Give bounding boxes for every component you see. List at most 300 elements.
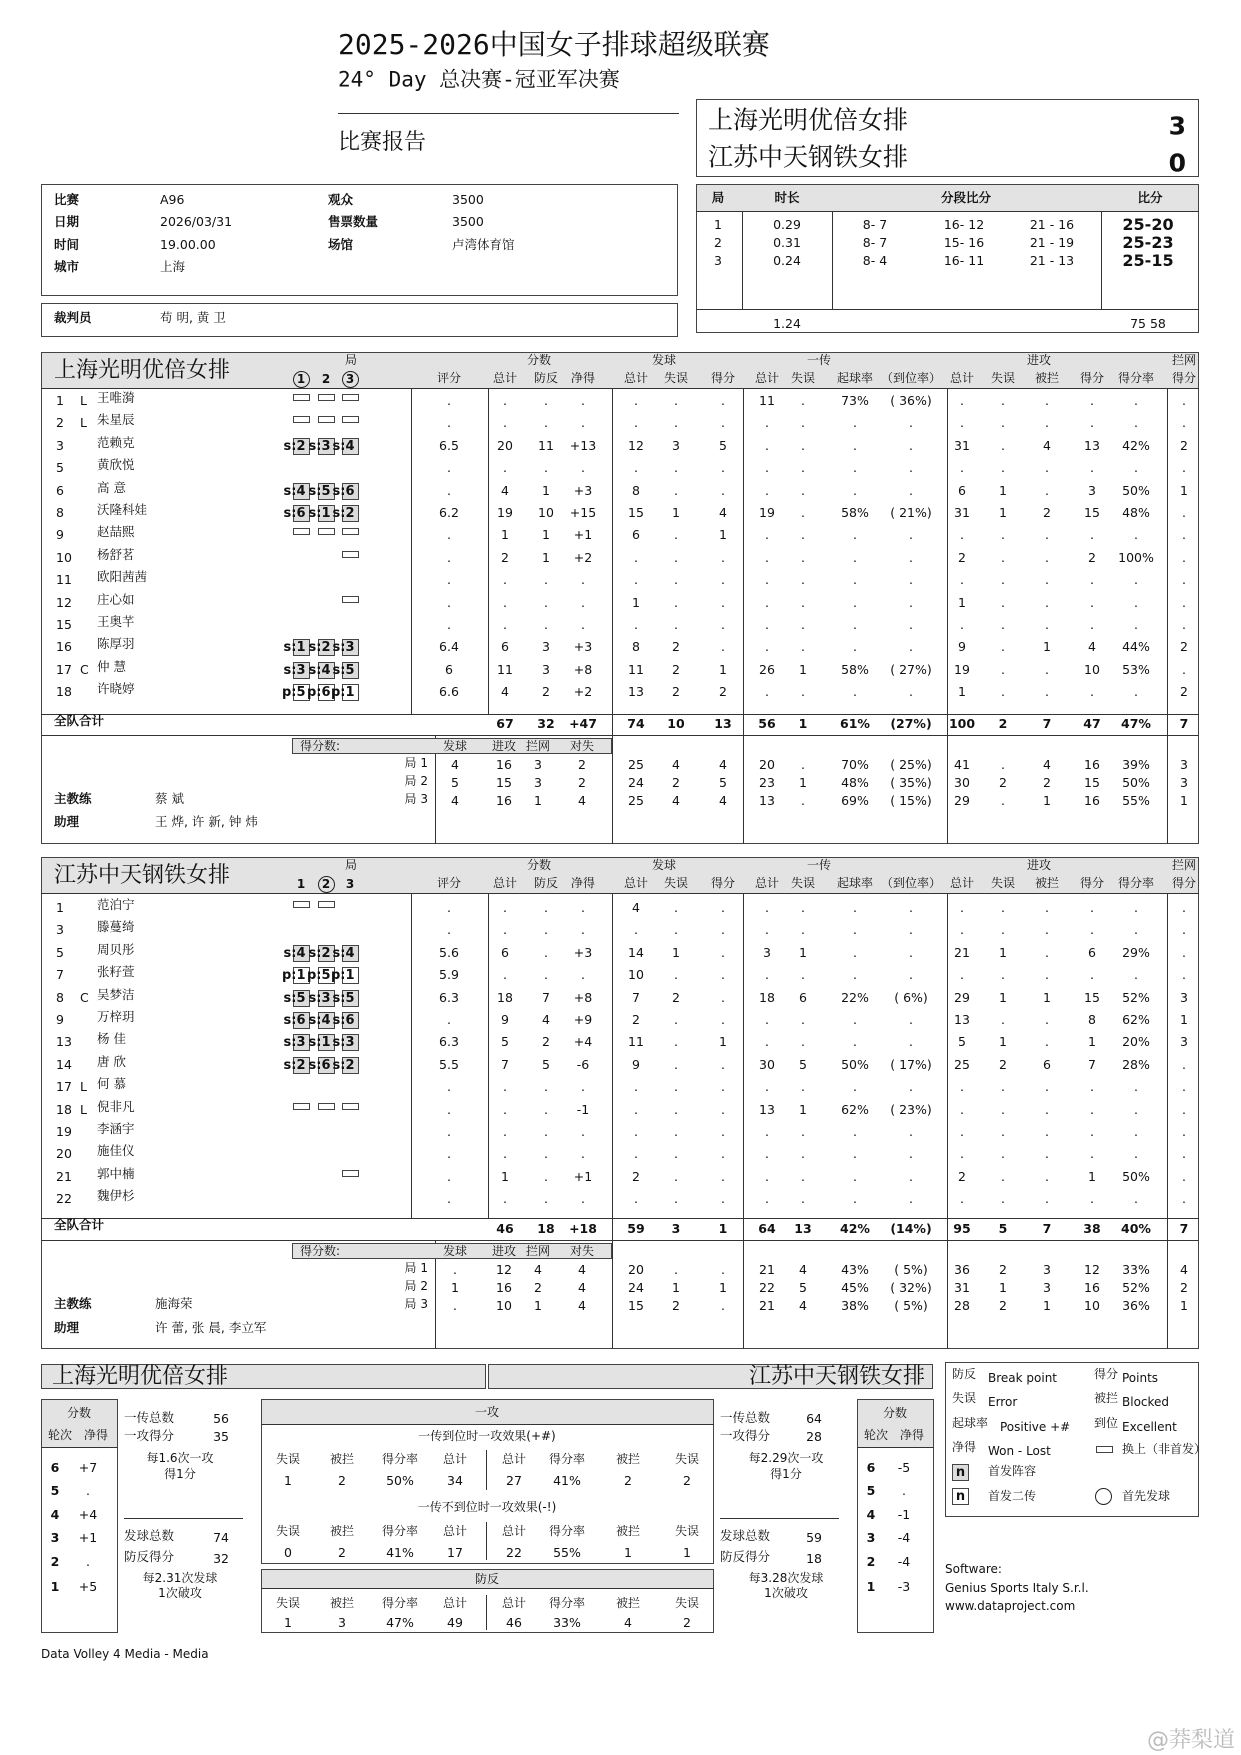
set-stat-value: 41	[954, 756, 970, 772]
info-label: 时间	[54, 236, 80, 252]
column-divider	[947, 388, 948, 844]
player-stat: .	[1045, 549, 1049, 565]
set-breakdown-value: 2	[534, 1279, 542, 1295]
player-stat: .	[447, 549, 451, 565]
column-divider	[411, 388, 412, 714]
player-stat: .	[503, 459, 507, 475]
player-stat: 18	[497, 989, 513, 1005]
player-stat: .	[765, 1146, 769, 1162]
player-stat: .	[909, 1034, 913, 1050]
match-subtitle: 24° Day 总决赛-冠亚军决赛	[338, 67, 620, 92]
column-header: 得分率	[1117, 876, 1155, 890]
starting-position-box	[332, 662, 359, 679]
player-stat: .	[1090, 899, 1094, 915]
player-stat: 5.5	[439, 1056, 459, 1072]
column-header: 防反	[533, 371, 559, 385]
software-company: Genius Sports Italy S.r.l.	[945, 1581, 1089, 1595]
player-stat: .	[1182, 1056, 1186, 1072]
column-header: 评分	[436, 876, 462, 890]
player-stat: .	[1182, 661, 1186, 677]
rotation-number: 6	[50, 1459, 60, 1475]
player-stat: .	[544, 459, 548, 475]
set-stat-value: 55%	[1122, 792, 1150, 808]
player-stat: .	[909, 1011, 913, 1027]
set-column-label: 局	[344, 353, 358, 367]
player-stat: .	[721, 639, 725, 655]
player-number: 18	[56, 1101, 72, 1117]
player-stat: .	[1045, 1190, 1049, 1206]
player-stat: 19	[759, 504, 775, 520]
team-total-stat: 42%	[840, 1220, 870, 1236]
column-divider	[612, 388, 613, 844]
player-stat: .	[634, 1146, 638, 1162]
player-stat: .	[909, 683, 913, 699]
sideout-negative-value: 22	[506, 1544, 522, 1560]
player-stat: .	[634, 616, 638, 632]
legend-term: 得分	[1094, 1367, 1119, 1381]
row-divider	[261, 1424, 714, 1425]
player-stat: 13	[1084, 437, 1100, 453]
column-header: （到位率）	[880, 371, 942, 385]
sideout-ratio-note: 每2.29次一攻	[748, 1451, 824, 1465]
set-stat-value: 4	[719, 756, 727, 772]
player-stat: .	[853, 1168, 857, 1184]
player-stat: .	[634, 459, 638, 475]
serve-total-value: 59	[806, 1529, 822, 1545]
player-name: 仲 慧	[97, 658, 126, 674]
player-stat: .	[721, 1078, 725, 1094]
column-divider	[486, 1522, 487, 1560]
row-divider	[857, 1447, 934, 1448]
player-stat: 4	[1088, 639, 1096, 655]
column-header: 起球率	[836, 876, 874, 890]
first-serve-circle-icon	[318, 876, 335, 893]
player-stat: .	[909, 459, 913, 475]
set-breakdown-value: 4	[451, 756, 459, 772]
first-serve-circle-icon	[293, 371, 310, 388]
player-stat: +8	[573, 661, 593, 677]
player-stat: .	[634, 922, 638, 938]
player-stat: .	[447, 527, 451, 543]
row-divider	[124, 1518, 243, 1519]
breakpoint-points-value: 18	[806, 1550, 822, 1566]
points-breakdown-label: 得分数:	[300, 1244, 341, 1258]
set-breakdown-value: 15	[496, 774, 512, 790]
set-stat-value: .	[1001, 792, 1005, 808]
player-stat: .	[721, 1146, 725, 1162]
player-stat: 11	[759, 392, 775, 408]
points-breakdown-header: 对失	[569, 739, 595, 753]
player-stat: .	[1001, 527, 1005, 543]
player-stat: 1	[1043, 639, 1051, 655]
row-divider	[696, 211, 1199, 212]
first-serve-circle-icon	[1095, 1488, 1112, 1505]
sets-header-partial: 分段比分	[940, 189, 992, 205]
player-stat: .	[1134, 922, 1138, 938]
points-breakdown-header: 对失	[569, 1244, 595, 1258]
player-name: 李涵宇	[97, 1120, 135, 1136]
set-row-label: 局 1	[404, 756, 428, 770]
sideout-positive-value: 27	[506, 1472, 522, 1488]
set-stat-value: 30	[954, 774, 970, 790]
rotation-header-net: 净得	[83, 1428, 109, 1442]
sideout-positive-value: 2	[624, 1472, 632, 1488]
player-stat: .	[447, 571, 451, 587]
player-stat: .	[1090, 1101, 1094, 1117]
set-breakdown-value: 1	[534, 792, 542, 808]
substitute-icon	[342, 528, 359, 535]
player-number: 17	[56, 1078, 72, 1094]
legend-term: 防反	[952, 1367, 977, 1381]
player-stat: .	[765, 527, 769, 543]
column-header: 失误	[790, 876, 816, 890]
player-stat: 1	[1180, 482, 1188, 498]
set-breakdown-value: 1	[451, 1279, 459, 1295]
player-name: 周贝彤	[97, 941, 135, 957]
player-stat: .	[1001, 922, 1005, 938]
player-stat: .	[909, 594, 913, 610]
breakpoint-column-header: 得分率	[548, 1596, 586, 1610]
player-name: 欧阳茜茜	[97, 568, 148, 584]
player-stat: .	[1182, 459, 1186, 475]
sideout-negative-label: 一传不到位时一攻效果(-!)	[417, 1500, 557, 1514]
player-stat: .	[581, 1123, 585, 1139]
set-stat-value: 12	[1084, 1261, 1100, 1277]
set-stat-value: 4	[672, 792, 680, 808]
player-stat: .	[1001, 683, 1005, 699]
player-stat: 1	[1088, 1034, 1096, 1050]
player-stat: .	[674, 594, 678, 610]
player-stat: .	[960, 1190, 964, 1206]
sideout-title: 一攻	[474, 1405, 500, 1419]
player-stat: 52%	[1122, 989, 1150, 1005]
scoreboard-sets-won: 0	[1168, 148, 1186, 178]
player-stat: .	[853, 683, 857, 699]
substitute-icon	[318, 1103, 335, 1110]
player-stat: .	[765, 437, 769, 453]
column-header: 得分	[1079, 371, 1105, 385]
set-breakdown-value: 2	[578, 756, 586, 772]
player-stat: ( 27%)	[890, 661, 932, 677]
player-name: 施佳仪	[97, 1143, 135, 1159]
player-stat: .	[1090, 1146, 1094, 1162]
team-name: 江苏中天钢铁女排	[54, 863, 231, 888]
player-name: 万梓玥	[97, 1008, 135, 1024]
player-stat: .	[721, 616, 725, 632]
player-stat: .	[721, 989, 725, 1005]
player-stat: .	[1001, 392, 1005, 408]
sideout-column-header: 总计	[442, 1524, 468, 1538]
rotation-number: 4	[866, 1506, 876, 1522]
player-stat: 6	[501, 639, 509, 655]
set-stat-value: 1	[1180, 792, 1188, 808]
team-total-stat: 95	[953, 1220, 971, 1236]
player-stat: .	[909, 1190, 913, 1206]
team-total-stat: 67	[496, 715, 514, 731]
column-header: 评分	[436, 371, 462, 385]
player-stat: .	[765, 571, 769, 587]
player-name: 高 意	[97, 479, 126, 495]
sideout-points-label: 一攻得分	[124, 1427, 175, 1443]
player-stat: .	[1134, 594, 1138, 610]
rotation-number: 5	[50, 1482, 60, 1498]
player-number: 14	[56, 1056, 72, 1072]
starting-setter-position-box	[330, 684, 359, 701]
column-divider	[743, 893, 744, 1349]
player-stat: .	[801, 683, 805, 699]
set-column-label: 局	[344, 858, 358, 872]
player-stat: .	[801, 1168, 805, 1184]
sideout-column-header: 总计	[501, 1452, 527, 1466]
player-number: 5	[56, 459, 64, 475]
player-stat: .	[544, 1123, 548, 1139]
player-stat: 5	[501, 1034, 509, 1050]
team-total-stat: 10	[667, 715, 685, 731]
team-total-stat: 47%	[1121, 715, 1151, 731]
player-stat: 1	[999, 504, 1007, 520]
player-number: 11	[56, 571, 72, 587]
sets-header-score: 比分	[1137, 189, 1163, 205]
player-stat: +1	[573, 527, 593, 543]
player-stat: 30	[759, 1056, 775, 1072]
player-stat: .	[721, 459, 725, 475]
head-coach-label: 主教练	[54, 790, 92, 806]
player-role: L	[80, 392, 87, 408]
player-stat: 2	[672, 989, 680, 1005]
player-stat: .	[581, 1146, 585, 1162]
player-stat: .	[801, 459, 805, 475]
set-stat-value: 39%	[1122, 756, 1150, 772]
player-stat: .	[960, 1123, 964, 1139]
column-header: 失误	[663, 876, 689, 890]
sideout-negative-value: 17	[447, 1544, 463, 1560]
starting-position-box	[283, 1034, 310, 1051]
player-stat: .	[447, 459, 451, 475]
player-stat: .	[721, 1168, 725, 1184]
reception-total-label: 一传总数	[124, 1409, 175, 1425]
set-number: 3	[714, 252, 722, 268]
team-total-stat: +47	[569, 715, 597, 731]
rotation-net: +1	[78, 1529, 98, 1545]
player-stat: 5	[719, 437, 727, 453]
starting-position-box	[332, 505, 359, 522]
rotation-position-value: s:6	[332, 1013, 355, 1028]
column-divider	[947, 893, 948, 1349]
set-breakdown-value: 4	[578, 1261, 586, 1277]
breakpoint-ratio-note: 每2.31次发球	[142, 1571, 218, 1585]
set-stat-value: 29	[954, 792, 970, 808]
player-number: 18	[56, 683, 72, 699]
sideout-column-header: 被拦	[615, 1452, 641, 1466]
column-header: 失误	[790, 371, 816, 385]
player-stat: .	[765, 1011, 769, 1027]
row-divider	[720, 1518, 839, 1519]
set-stat-value: 3	[1180, 756, 1188, 772]
player-stat: 8	[632, 639, 640, 655]
player-stat: 11	[628, 1034, 644, 1050]
player-stat: .	[1090, 571, 1094, 587]
player-stat: .	[1090, 922, 1094, 938]
column-header: 总计	[949, 371, 975, 385]
set-stat-value: 3	[1043, 1261, 1051, 1277]
set-stat-value: 10	[1084, 1297, 1100, 1313]
player-stat: 1	[542, 549, 550, 565]
rotation-position-value: p:1	[330, 685, 355, 701]
player-number: 19	[56, 1123, 72, 1139]
player-stat: .	[765, 1168, 769, 1184]
player-stat: .	[544, 1078, 548, 1094]
player-number: 3	[56, 437, 64, 453]
player-stat: 6.6	[439, 683, 459, 699]
rotation-position-value: s:6	[308, 1057, 331, 1073]
player-stat: .	[765, 459, 769, 475]
set-breakdown-value: 3	[534, 774, 542, 790]
player-stat: .	[1001, 966, 1005, 982]
sideout-column-header: 得分率	[381, 1524, 419, 1538]
breakpoint-ratio-note: 1次破攻	[158, 1586, 202, 1600]
column-header: 防反	[533, 876, 559, 890]
set-breakdown-value: 4	[578, 1279, 586, 1295]
set-stat-value: .	[801, 756, 805, 772]
column-header: 得分	[1079, 876, 1105, 890]
sideout-negative-value: 1	[624, 1544, 632, 1560]
player-stat: .	[909, 437, 913, 453]
player-name: 张籽萱	[97, 963, 135, 979]
info-value: 卢湾体育馆	[452, 236, 515, 252]
player-stat: .	[909, 549, 913, 565]
rotation-position-value: s:1	[308, 506, 331, 521]
player-stat: 2	[542, 1034, 550, 1050]
sideout-positive-label: 一传到位时一攻效果(+#)	[418, 1429, 556, 1443]
player-number: 8	[56, 989, 64, 1005]
player-number: 2	[56, 415, 64, 431]
rotation-net: -4	[897, 1553, 911, 1569]
player-stat: .	[765, 549, 769, 565]
player-name: 郭中楠	[97, 1165, 135, 1181]
info-label: 售票数量	[328, 213, 379, 229]
player-stat: .	[1001, 1011, 1005, 1027]
set-stat-value: 43%	[841, 1261, 869, 1277]
starting-position-box	[283, 639, 310, 656]
column-header: 净得	[570, 371, 596, 385]
player-name: 倪非凡	[97, 1098, 135, 1114]
set-stat-value: 31	[954, 1279, 970, 1295]
player-stat: 15	[1084, 504, 1100, 520]
player-stat: .	[1045, 392, 1049, 408]
player-stat: .	[1001, 899, 1005, 915]
sideout-column-header: 得分率	[548, 1524, 586, 1538]
set-stat-value: 25	[628, 792, 644, 808]
player-stat: 11	[628, 661, 644, 677]
set-stat-value: 3	[1180, 774, 1188, 790]
set-breakdown-value: 4	[578, 1297, 586, 1313]
player-stat: .	[544, 1101, 548, 1117]
player-stat: 11	[538, 437, 554, 453]
set-stat-value: 1	[672, 1279, 680, 1295]
sets-header-duration: 时长	[774, 189, 800, 205]
column-header: 得分率	[1117, 371, 1155, 385]
player-stat: 2	[672, 639, 680, 655]
player-stat: .	[544, 415, 548, 431]
substitute-icon	[342, 1103, 359, 1110]
rotation-header-rot: 轮次	[863, 1428, 889, 1442]
row-divider	[41, 714, 1199, 715]
player-stat: .	[447, 482, 451, 498]
substitute-icon	[318, 394, 335, 401]
player-stat: .	[853, 1123, 857, 1139]
player-stat: 1	[958, 594, 966, 610]
player-stat: .	[544, 944, 548, 960]
rotation-number: 6	[866, 1459, 876, 1475]
player-stat: .	[801, 571, 805, 587]
sideout-negative-value: 2	[338, 1544, 346, 1560]
set-stat-value: 5	[799, 1279, 807, 1295]
set-stat-value: 28	[954, 1297, 970, 1313]
player-stat: 2	[501, 549, 509, 565]
player-stat: 1	[999, 482, 1007, 498]
column-divider	[1101, 211, 1102, 309]
legend-definition: Blocked	[1122, 1395, 1170, 1409]
set-breakdown-value: 10	[496, 1297, 512, 1313]
player-stat: .	[1045, 1034, 1049, 1050]
player-stat: .	[853, 549, 857, 565]
player-stat: 3	[1180, 1034, 1188, 1050]
player-stat: .	[1182, 504, 1186, 520]
info-value: 2026/03/31	[160, 213, 233, 229]
set-row-label: 局 2	[404, 1279, 428, 1293]
player-stat: .	[581, 966, 585, 982]
player-stat: .	[960, 966, 964, 982]
player-stat: 50%	[1122, 1168, 1150, 1184]
row-divider	[41, 893, 1199, 894]
legend-term: 起球率	[952, 1416, 989, 1430]
set-stat-value: 1	[999, 1279, 1007, 1295]
set-stat-value: 4	[799, 1297, 807, 1313]
sets-header-set: 局	[711, 189, 725, 205]
starting-position-box	[283, 990, 310, 1007]
set-row-label: 局 3	[404, 792, 428, 806]
set-stat-value: 1	[1043, 792, 1051, 808]
player-stat: 20%	[1122, 1034, 1150, 1050]
set-stat-value: 4	[672, 756, 680, 772]
team-total-stat: 3	[671, 1220, 681, 1236]
player-stat: 62%	[841, 1101, 869, 1117]
player-stat: 7	[542, 989, 550, 1005]
player-stat: .	[801, 392, 805, 408]
team-total-stat: 64	[758, 1220, 776, 1236]
player-stat: 12	[628, 437, 644, 453]
rotation-position-value: s:4	[283, 483, 306, 499]
column-group-header: 拦网	[1171, 858, 1197, 872]
sideout-positive-value: 2	[683, 1472, 691, 1488]
player-stat: .	[1182, 549, 1186, 565]
player-stat: .	[909, 899, 913, 915]
player-stat: .	[1134, 1101, 1138, 1117]
player-stat: .	[853, 459, 857, 475]
player-stat: .	[801, 616, 805, 632]
player-stat: 2	[719, 683, 727, 699]
substitute-icon	[342, 551, 359, 558]
player-stat: .	[581, 1190, 585, 1206]
team-total-stat: 61%	[840, 715, 870, 731]
info-value: 19.00.00	[160, 236, 216, 252]
player-stat: 6	[501, 944, 509, 960]
player-stat: .	[853, 594, 857, 610]
player-stat: .	[721, 571, 725, 587]
player-stat: .	[1182, 922, 1186, 938]
player-stat: 50%	[841, 1056, 869, 1072]
player-stat: ( 6%)	[894, 989, 928, 1005]
